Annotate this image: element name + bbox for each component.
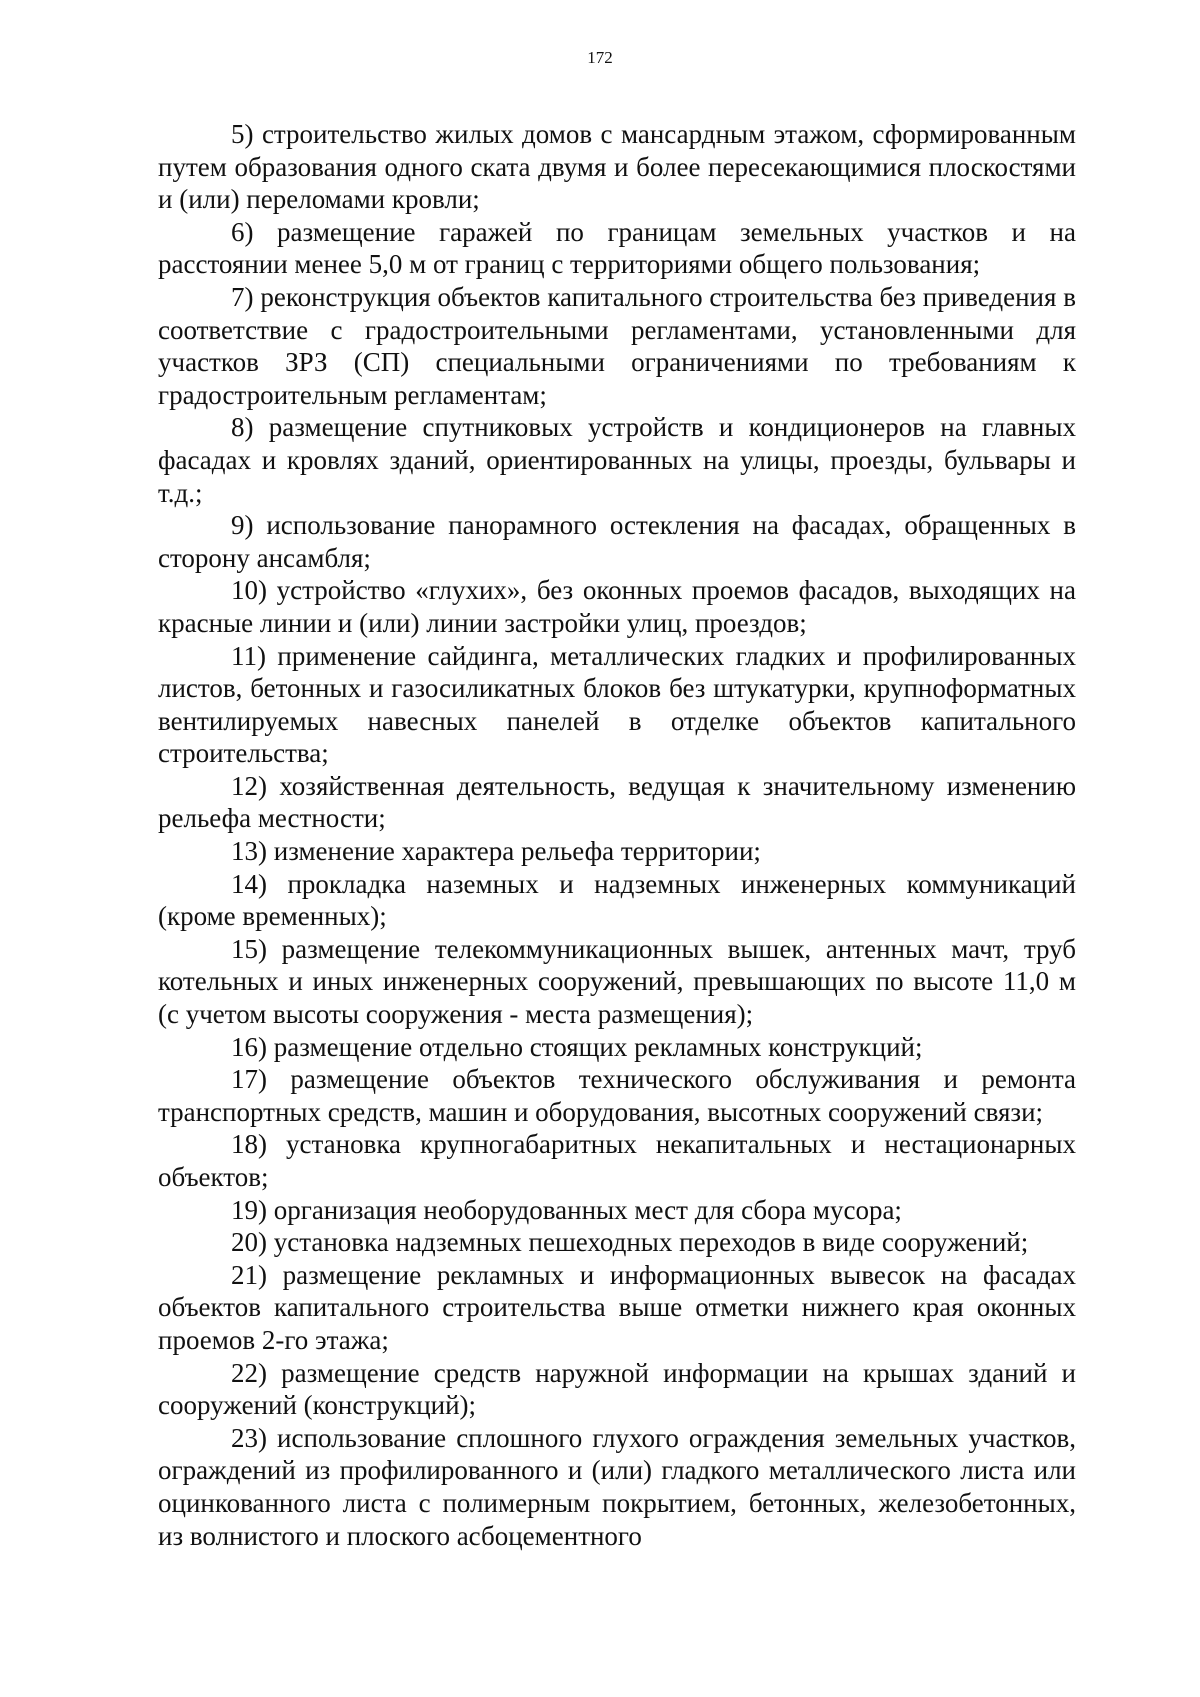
list-item-21: 21) размещение рекламных и информационных вывесок на фасадах объектов капитального строительства выше отметки нижнего края оконных проемов 2-го этажа; xyxy=(158,1259,1076,1355)
list-item-12: 12) хозяйственная деятельность, ведущая к значительному изменению рельефа местности; xyxy=(158,770,1076,834)
list-item-13: 13) изменение характера рельефа территории; xyxy=(231,836,761,867)
list-item-6: 6) размещение гаражей по границам земельных участков и на расстоянии менее 5,0 м от границ с территориями общего пользования; xyxy=(158,216,1076,280)
list-item-18: 18) установка крупногабаритных некапитальных и нестационарных объектов; xyxy=(158,1129,1076,1192)
list-item-23: 23) использование сплошного глухого ограждения земельных участков, ограждений из профилированного и (или) гладкого металлического листа или оцинкованного листа с полимерным покрытием, бетонных, железобетонных, из волнистого и плоского асбоцементного xyxy=(158,1422,1076,1551)
list-item-19: 19) организация необорудованных мест для сбора мусора; xyxy=(231,1194,902,1225)
list-item-5: 5) строительство жилых домов с мансардным этажом, сформированным путем образования одного ската двумя и более пересекающимися плоскостями и (или) переломами кровли; xyxy=(158,119,1076,215)
page-number: 172 xyxy=(587,48,613,67)
list-item-20: 20) установка надземных пешеходных переходов в виде сооружений; xyxy=(231,1227,1029,1258)
list-item-10: 10) устройство «глухих», без оконных проемов фасадов, выходящих на красные линии и (или) линии застройки улиц, проездов; xyxy=(158,575,1076,638)
list-item-7: 7) реконструкция объектов капитального строительства без приведения в соответствие с градостроительными регламентами, установленными для участков ЗРЗ (СП) специальными ограничениями по требованиям к градостроительным регламентам; xyxy=(158,281,1076,410)
list-item-17: 17) размещение объектов технического обслуживания и ремонта транспортных средств, машин и оборудования, высотных сооружений связи; xyxy=(158,1064,1076,1127)
document-body xyxy=(158,118,1076,1552)
list-item-15: 15) размещение телекоммуникационных вышек, антенных мачт, труб котельных и иных инженерных сооружений, превышающих по высоте 11,0 м (с учетом высоты сооружения - места размещения); xyxy=(158,933,1076,1030)
list-item-8: 8) размещение спутниковых устройств и кондиционеров на главных фасадах и кровлях зданий, ориентированных на улицы, проезды, бульвары и т.д.; xyxy=(158,412,1076,508)
list-item-9: 9) использование панорамного остекления на фасадах, обращенных в сторону ансамбля; xyxy=(158,510,1076,573)
list-item-16: 16) размещение отдельно стоящих рекламных конструкций; xyxy=(231,1031,923,1062)
list-item-11: 11) применение сайдинга, металлических гладких и профилированных листов, бетонных и газосиликатных блоков без штукатурки, крупноформатных вентилируемых навесных панелей в отделке объектов капитального строительства; xyxy=(158,640,1076,769)
list-item-14: 14) прокладка наземных и надземных инженерных коммуникаций (кроме временных); xyxy=(158,868,1076,932)
list-item-22: 22) размещение средств наружной информации на крышах зданий и сооружений (конструкций); xyxy=(158,1357,1076,1421)
